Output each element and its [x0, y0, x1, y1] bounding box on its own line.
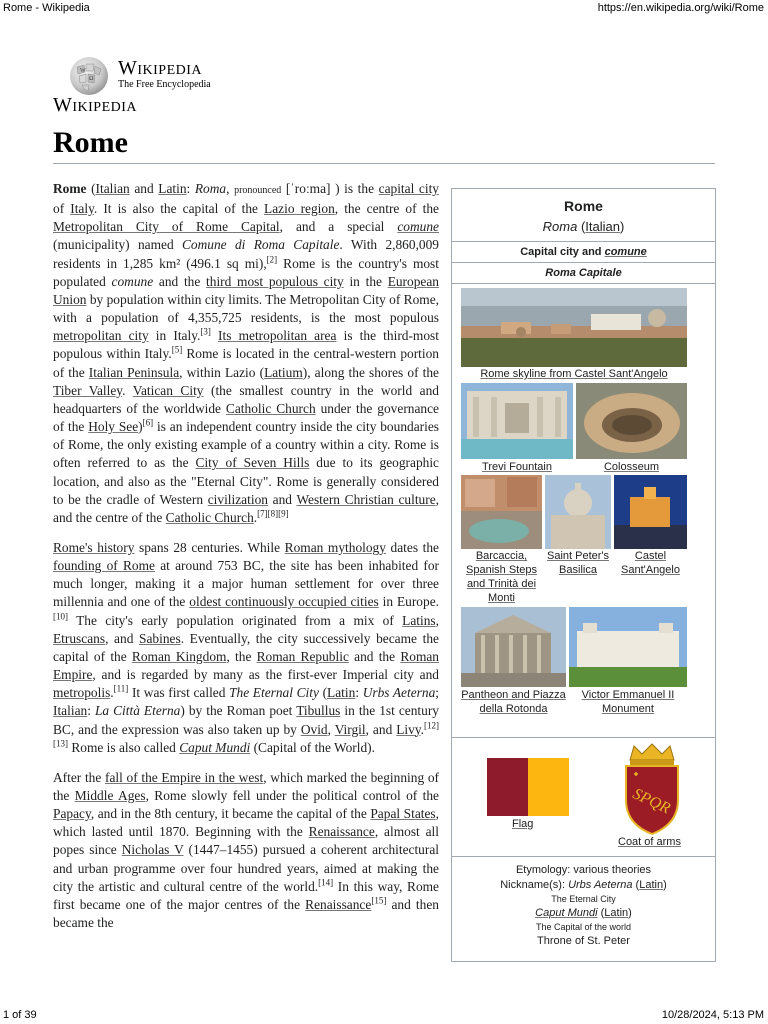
citation-ref[interactable]: [11] — [113, 683, 129, 694]
text-run: Rome — [53, 181, 87, 196]
text-run: , within Lazio ( — [179, 364, 265, 380]
photo-colosseum[interactable] — [576, 383, 687, 459]
nickname-translation-2: The Capital of the world — [535, 922, 632, 932]
caption-trevi-fountain: Trevi Fountain — [482, 461, 552, 473]
print-header — [0, 0, 768, 18]
article-link[interactable]: Papacy — [53, 806, 91, 822]
text-run: and the — [348, 648, 401, 664]
infobox-details — [452, 856, 715, 949]
photo-victor-emmanuel-monument[interactable] — [569, 607, 687, 687]
citation-ref[interactable]: [3] — [200, 326, 211, 337]
article-link[interactable]: Lazio region — [264, 201, 335, 217]
article-link[interactable]: Catholic Church — [165, 509, 254, 525]
wikipedia-wordmark: Wikipedia — [118, 57, 203, 79]
nickname-lang-latin-link[interactable]: Latin — [639, 879, 664, 891]
article-link[interactable]: Italian Peninsula — [88, 364, 180, 380]
nickname-lang-latin-link-2[interactable]: Latin — [604, 907, 629, 919]
nickname-label: Nickname(s): — [500, 879, 569, 891]
type-prefix: Capital city and — [520, 246, 605, 258]
infobox-photo-montage — [452, 283, 715, 737]
text-run: The Eternal City — [229, 685, 319, 701]
photo-castel-santangelo[interactable] — [614, 475, 687, 549]
caption-castel-santangelo: Castel Sant'Angelo — [621, 550, 680, 576]
native-paren-close: ) — [620, 219, 625, 234]
text-run: La Città Eterna — [94, 703, 181, 719]
article-link[interactable]: City of Seven Hills — [195, 455, 310, 471]
article-link[interactable]: Tibullus — [296, 703, 341, 719]
text-run: and the — [153, 273, 207, 289]
article-link[interactable]: Latium — [264, 364, 303, 380]
caption-spanish-steps: Barcaccia, Spanish Steps and Trinità dei Monti — [466, 550, 537, 604]
text-run: and — [267, 491, 297, 507]
caption-colosseum: Colosseum — [603, 461, 660, 473]
text-run: After the — [53, 769, 105, 785]
text-run: . With 2,860,009 residents in 1,285 km² (496.1 sq mi), — [53, 237, 440, 271]
citation-ref[interactable]: [15] — [371, 895, 387, 906]
text-run: Rome is the country's most populated — [53, 255, 439, 289]
article-link[interactable]: Renaissance — [305, 896, 372, 912]
article-link[interactable]: Italy — [70, 201, 94, 217]
text-run: , almost all popes since — [53, 824, 439, 858]
official-name: Roma Capitale — [545, 267, 622, 279]
text-run: due to its geographic location, and also as the "Eternal City". Rome is generally considered to be the cradle of Western — [53, 455, 439, 507]
text-run: is an independent country inside the city boundaries of Rome, the only existing example of a country within a city. Rome is often referred to as the — [53, 419, 439, 471]
text-run: (municipality) named — [53, 237, 182, 253]
text-run: , the centre of the — [334, 201, 439, 217]
infobox — [451, 188, 716, 962]
text-run: . — [420, 721, 424, 737]
text-run: (the smallest country in the world and headquarters of the worldwide — [53, 382, 439, 416]
citation-ref[interactable]: [7][8][9] — [257, 508, 289, 519]
flag-caption[interactable]: Flag — [512, 818, 534, 830]
text-run: ( — [86, 181, 96, 196]
article-link[interactable]: founding of Rome — [53, 558, 155, 574]
flag-right-field — [528, 758, 569, 816]
text-run: : — [87, 703, 95, 719]
article-link[interactable]: Metropolitan City of Rome Capital — [53, 219, 280, 235]
native-paren-open: ( — [580, 219, 586, 234]
article-link[interactable]: Nicholas V — [121, 842, 184, 858]
type-comune-link[interactable]: comune — [604, 246, 647, 258]
nickname-caput-mundi-link[interactable]: Caput Mundi — [535, 907, 598, 919]
article-link[interactable]: Renaissance — [308, 824, 375, 840]
text-run: : — [186, 181, 195, 196]
rome-flag-image[interactable] — [487, 758, 569, 816]
rome-coat-of-arms-image[interactable] — [620, 742, 684, 836]
article-link[interactable]: Italian — [95, 181, 130, 196]
article-link[interactable]: civilization — [207, 491, 268, 507]
text-run: . — [253, 509, 258, 525]
article-link[interactable]: Holy See — [88, 419, 139, 435]
article-link[interactable]: Sabines — [139, 630, 181, 646]
text-run: , and a special — [279, 219, 398, 235]
article-link[interactable]: Western Christian culture — [296, 491, 436, 507]
text-run: . — [110, 685, 114, 701]
etymology-row: Etymology: various theories — [515, 864, 652, 876]
wikipedia-tagline: The Free Encyclopedia — [118, 79, 211, 90]
text-run: In this way, Rome first became one of the major centres of the — [53, 878, 439, 912]
text-run: and then became the — [53, 896, 439, 931]
article-link[interactable]: Rome's history — [53, 539, 135, 555]
coat-of-arms-caption[interactable]: Coat of arms — [618, 836, 681, 848]
text-run: Rome is also called — [68, 739, 180, 755]
text-run: , and — [365, 721, 397, 737]
article-link[interactable]: Latins — [402, 612, 436, 628]
citation-ref[interactable]: [5] — [171, 344, 183, 355]
native-name: Roma — [542, 219, 578, 234]
infobox-official-name-row — [452, 262, 715, 283]
citation-ref[interactable]: [12][13] — [53, 720, 439, 749]
text-run: , and — [105, 630, 140, 646]
caption-victor-emmanuel-monument: Victor Emmanuel II Monument — [581, 689, 675, 715]
text-run: Roma — [194, 181, 227, 196]
article-link[interactable]: capital city — [378, 181, 439, 196]
text-run: . — [122, 382, 133, 398]
print-page-count: 1 of 39 — [3, 1009, 37, 1021]
text-run: The city's early population originated from a mix of — [68, 612, 403, 628]
nickname-translation-1: The Eternal City — [551, 894, 616, 904]
text-run: in Italy. — [148, 328, 201, 344]
text-run: comune — [111, 273, 154, 289]
text-run: , the — [226, 648, 257, 664]
text-run: pronounced — [234, 185, 282, 196]
coa-spqr-text: SPQR — [630, 785, 673, 818]
article-paragraph-1 — [53, 180, 439, 527]
article-link[interactable]: Livy — [396, 721, 421, 737]
article-link[interactable]: Roman mythology — [284, 539, 386, 555]
wikipedia-globe-icon — [68, 55, 110, 97]
text-run: ( — [318, 685, 328, 701]
photo-rome-skyline[interactable] — [461, 288, 687, 367]
infobox-type-row — [452, 241, 715, 262]
caption-rome-skyline: Rome skyline from Castel Sant'Angelo — [480, 368, 668, 380]
text-run: , — [327, 721, 335, 737]
photo-saint-peters-basilica[interactable] — [545, 475, 611, 549]
text-run: It was first called — [128, 685, 230, 701]
print-datetime: 10/28/2024, 5:13 PM — [661, 1009, 764, 1021]
wikipedia-logo[interactable] — [68, 55, 238, 97]
article-link[interactable]: Caput Mundi — [179, 739, 251, 755]
citation-ref[interactable]: [14] — [318, 877, 334, 888]
native-language-link[interactable]: Italian — [585, 219, 620, 234]
article-link[interactable]: Roman Republic — [256, 648, 349, 664]
article-link[interactable]: metropolitan city — [53, 328, 149, 344]
article-link[interactable]: Vatican City — [132, 382, 204, 398]
text-run: of — [53, 201, 71, 217]
article-body — [53, 180, 439, 944]
text-run: at around 753 BC, the site has been inhabited for much longer, making it a major human settlement for over three millennia and one of the — [53, 558, 439, 610]
nickname-row-2: Caput Mundi (Latin) — [535, 907, 632, 919]
article-link[interactable]: Etruscans — [53, 630, 106, 646]
text-run: , — [435, 612, 439, 628]
wikipedia-wordmark-link[interactable]: Wikipedia — [53, 94, 138, 116]
article-link[interactable]: Tiber Valley — [53, 382, 123, 398]
text-run: (1447–1455) pursued a coherent architectural and urban programme over four hundred years, aimed at making the city the artistic and cultural centre of the world. — [53, 842, 440, 894]
text-run: by population within city limits. The Metropolitan City of Rome, with a population of 4,355,725 residents, is the most populous — [53, 291, 439, 326]
print-footer — [0, 1006, 768, 1024]
text-run: ) by the Roman poet — [180, 703, 297, 719]
text-run: ; — [435, 685, 439, 701]
article-link[interactable]: oldest continuously occupied cities — [189, 594, 379, 610]
article-link[interactable]: Ovid — [300, 721, 328, 737]
article-link[interactable]: Latin — [327, 685, 356, 701]
article-paragraph-2 — [53, 539, 439, 757]
article-link[interactable]: Roman Kingdom — [131, 648, 227, 664]
citation-ref[interactable]: [10] — [53, 611, 68, 622]
infobox-title: Rome — [564, 198, 603, 214]
text-run: in the — [343, 273, 388, 289]
text-run: in Europe. — [378, 594, 439, 610]
nickname-row-3: Throne of St. Peter — [537, 935, 630, 947]
text-run: , and the centre of the — [53, 491, 440, 525]
article-link[interactable]: Its metropolitan area — [218, 328, 337, 344]
text-run: Comune di Roma Capitale — [181, 237, 340, 253]
photo-spanish-steps[interactable] — [461, 475, 542, 549]
text-run: : — [355, 685, 363, 701]
nickname-row: Nickname(s): Urbs Aeterna (Latin) — [500, 879, 667, 891]
text-run: is the third-most populous within Italy. — [53, 328, 439, 362]
article-link[interactable]: Roman Empire — [53, 648, 439, 683]
title-divider — [53, 163, 715, 164]
text-run: (Capital of the World). — [250, 739, 375, 755]
text-run: , Rome slowly fell under the political control of the — [145, 788, 439, 803]
text-run: ), along the shores of the — [302, 364, 440, 380]
article-link[interactable]: Latin — [158, 181, 187, 196]
print-page-title: Rome - Wikipedia — [3, 2, 90, 14]
text-run: , — [226, 181, 235, 196]
svg-text:Ω: Ω — [89, 76, 94, 82]
article-link[interactable]: metropolis — [53, 685, 111, 701]
text-run: spans 28 centuries. While — [134, 539, 285, 555]
article-link[interactable]: third most populous city — [206, 273, 344, 289]
text-run: in the 1st century BC, and the expression was also taken up by — [53, 703, 439, 737]
flag-left-field — [487, 758, 528, 816]
text-run: , which lasted until 1870. Beginning with the — [53, 806, 439, 840]
text-run: , which marked the beginning of the — [53, 769, 439, 803]
text-run: Rome is located in the central-western portion of the — [53, 346, 439, 380]
photo-pantheon[interactable] — [461, 607, 566, 687]
caption-saint-peters-basilica: Saint Peter's Basilica — [546, 550, 610, 576]
text-run: . It is also the capital of the — [93, 201, 265, 217]
print-url: https://en.wikipedia.org/wiki/Rome — [597, 2, 764, 14]
text-run — [211, 328, 218, 343]
photo-trevi-fountain[interactable] — [461, 383, 573, 459]
infobox-symbols — [452, 737, 715, 856]
citation-ref[interactable]: [6] — [142, 417, 154, 428]
text-run: and — [129, 181, 159, 196]
page-title: Rome — [53, 126, 128, 159]
article-link[interactable]: comune — [397, 219, 439, 235]
article-link[interactable]: Catholic Church — [225, 400, 316, 416]
nickname-urbs-aeterna: Urbs Aeterna — [568, 879, 633, 891]
citation-ref[interactable]: [2] — [266, 254, 278, 265]
text-run: Urbs Aeterna — [362, 685, 436, 701]
text-run: , and in the 8th century, it became the capital of the — [90, 806, 371, 822]
article-link[interactable]: European Union — [53, 273, 439, 307]
svg-text:W: W — [80, 68, 86, 74]
article-link[interactable]: Virgil — [334, 721, 366, 737]
infobox-native-name — [452, 219, 715, 234]
article-link[interactable]: Papal States — [370, 806, 436, 822]
text-run: . Eventually, the city successively became the capital of the — [53, 630, 439, 664]
article-link[interactable]: Italian — [53, 703, 88, 719]
article-paragraph-3 — [53, 769, 439, 932]
article-link[interactable]: fall of the Empire in the west — [105, 769, 264, 785]
text-run: dates the — [385, 539, 440, 555]
text-run: [ˈroːma] ) is the — [281, 181, 379, 196]
text-run: under the governance of the — [53, 400, 440, 435]
article-link[interactable]: Middle Ages — [74, 788, 146, 803]
caption-pantheon: Pantheon and Piazza della Rotonda — [461, 689, 566, 715]
text-run: , and is regarded by many as the first-ever Imperial city and — [92, 667, 439, 683]
text-run: ) — [138, 419, 143, 435]
